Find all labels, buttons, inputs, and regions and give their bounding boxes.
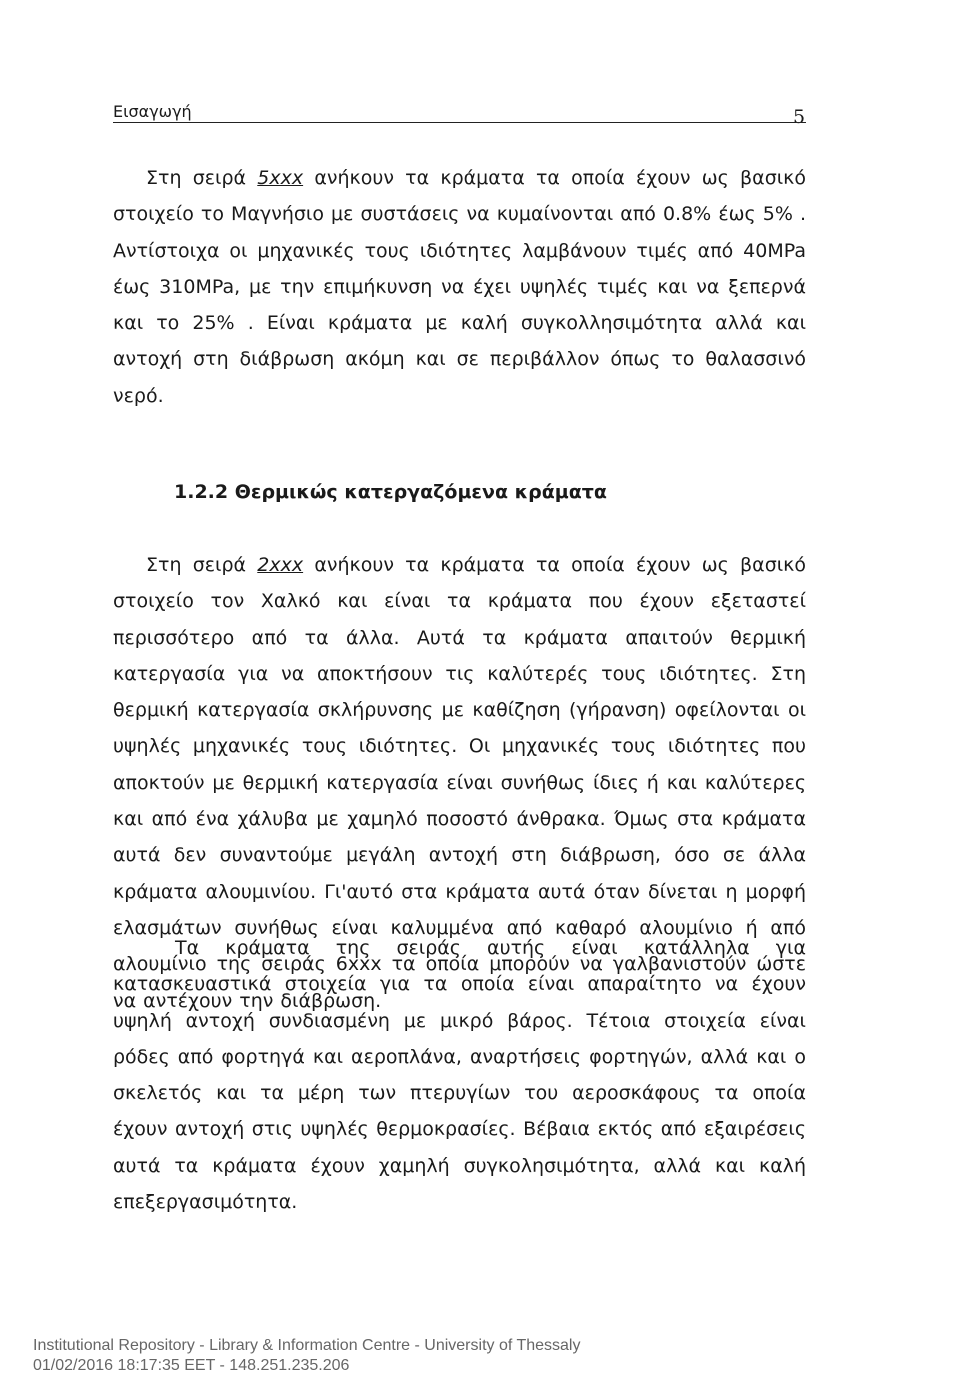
- footer-timestamp-line: 01/02/2016 18:17:35 EET - 148.251.235.206: [33, 1357, 350, 1374]
- paragraph-text-after: ανήκουν τα κράματα τα οποία έχουν ως βασικό στοιχείο το Μαγνήσιο με συστάσεις να κυμαίνονται από 0.8% έως 5% . Αντίστοιχα οι μηχανικές τους ιδιότητες λαμβάνουν τιμές από 40MPa έως 310MPa, με την επιμήκυνση να έχει υψηλές τιμές και να ξεπερνά και το 25% . Είναι κράματα με καλή συγκολλησιμότητα αλλά και αντοχή στη διάβρωση ακόμη και σε περιβάλλον όπως το θαλασσινό νερό.: [113, 167, 806, 407]
- paragraph-text-after: ανήκουν τα κράματα τα οποία έχουν ως βασικό στοιχείο τον Χαλκό και είναι τα κράματα που έχουν εξεταστεί περισσότερο από τα άλλα. Αυτά τα κράματα απαιτούν θερμική κατεργασία για να αποκτήσουν τις καλύτερές τους ιδιότητες. Στη θερμική κατεργασία σκλήρυνσης με καθίζηση (γήρανση) οφείλονται οι υψηλές μηχανικές τους ιδιότητες. Οι μηχανικές τους ιδιότητες που αποκτούν με θερμική κατεργασία είναι συνήθως ίδιες ή και καλύτερες και από ένα χάλυβα με χαμηλό ποσοστό άνθρακα. Όμως στα κράματα αυτά δεν συναντούμε μεγάλη αντοχή στη διάβρωση, όσο σε άλλα κράματα αλουμινίου. Γι'αυτό στα κράματα αυτά όταν δίνεται η μορφή ελασμάτων συνήθως είναι καλυμμένα από καθαρό αλουμίνιο ή από αλουμίνιο της σειράς 6xxx τα οποία μπορούν να γαλβανιστούν ώστε να αντέχουν την διάβρωση.: [113, 554, 806, 1012]
- series-name-5xxx: 5xxx: [257, 167, 304, 189]
- repository-footer: [33, 1336, 580, 1376]
- paragraph-applications: Τα κράματα της σειράς αυτής είναι κατάλληλα για κατασκευαστικά στοιχεία για τα οποία είναι απαραίτητο να έχουν υψηλή αντοχή συνδιασμένη με μικρό βάρος. Τέτοια στοιχεία είναι ρόδες από φορτηγά και αεροπλάνα, αναρτήσεις φορτηγών, αλλά και ο σκελετός και τα μέρη των πτερυγίων του αεροσκάφους τα οποία έχουν αντοχή στις υψηλές θερμοκρασίες. Βέβαια εκτός από εξαιρέσεις αυτά τα κράματα έχουν χαμηλή συγκολησιμότητα, αλλά και καλή επεξεργασιμότητα.: [113, 937, 806, 1214]
- running-header-section: Εισαγωγή: [113, 102, 192, 121]
- section-heading: 1.2.2 Θερμικώς κατεργαζόμενα κράματα: [174, 481, 607, 503]
- header-rule: [113, 122, 806, 123]
- page-number: 5: [793, 106, 806, 128]
- paragraph-text-before: Στη σειρά: [146, 554, 258, 576]
- paragraph-5xxx-series: [113, 160, 806, 414]
- paragraph-text-before: Στη σειρά: [146, 167, 258, 189]
- footer-repository-line: Institutional Repository - Library & Information Centre - University of Thessaly: [33, 1337, 581, 1354]
- series-name-2xxx: 2xxx: [257, 554, 304, 576]
